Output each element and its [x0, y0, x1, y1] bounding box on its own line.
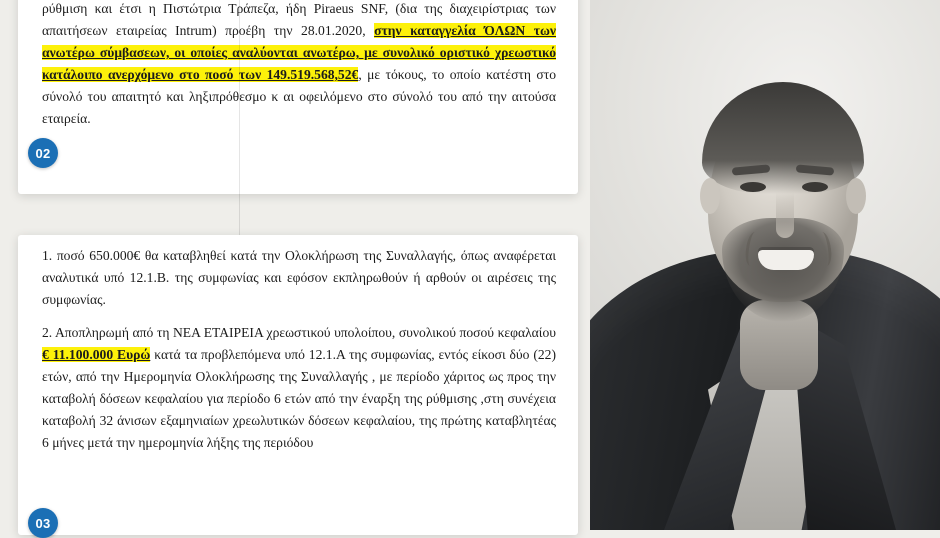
step-badge-03: 03	[28, 508, 58, 538]
paragraph	[42, 322, 556, 454]
document-excerpt-bottom	[18, 235, 578, 535]
document-excerpt-bottom-text	[18, 235, 578, 454]
highlighted-text: στην καταγγελία ΌΛΩΝ των ανωτέρω σύμβασεων, οι οποίες αναλύονται ανωτέρω, με συνολικό οριστικό χρεωστικό κατάλοιπο ανερχόμενο στο ποσό των 149.519.568,52€	[42, 23, 557, 83]
photo-mouth	[758, 250, 814, 270]
body-text: , με τόκους, το οποίο κατέστη στο σύνολό του απαιτητό και ληξιπρόθεσμο κ αι οφειλόμενο στο σύνολό του από την αιτούσα εταιρεία.	[42, 67, 556, 127]
portrait-photo	[590, 0, 940, 530]
paragraph	[42, 245, 556, 311]
photo-nose	[776, 192, 794, 238]
photo-ear-right	[846, 178, 866, 214]
step-badge-02: 02	[28, 138, 58, 168]
body-text: ρύθμιση και έτσι η Πιστώτρια Τράπεζα, ήδη Piraeus SNF, (δια της διαχειρίστριας των απαιτήσεων εταιρείας Intrum) προέβη την 28.01.2020,	[42, 1, 556, 39]
body-text: 2. Αποπληρωμή από τη ΝΕΑ ΕΤΑΙΡΕΙΑ χρεωστικού υπολοίπου, συνολικού ποσού κεφαλαίου	[42, 325, 556, 341]
page-fold-line	[239, 0, 240, 236]
body-text: 1. ποσό 650.000€ θα καταβληθεί κατά την Ολοκλήρωση της Συναλλαγής, όπως αναφέρεται αναλυτικά υπό 12.1.Β. της συμφωνίας και εφόσον εκπληρωθούν ή αρθούν οι αιρέσεις της συμφωνίας.	[42, 248, 556, 308]
photo-ear-left	[700, 178, 720, 214]
body-text: κατά τα προβλεπόμενα υπό 12.1.Α της συμφωνίας, εντός είκοσι δύο (22) ετών, από την Ημερομηνία Ολοκλήρωσης της Συναλλαγής , με περίοδο χάριτος ως προς την καταβολή δόσεων κεφαλαίου για περίοδο 6 ετών από την έναρξη της ρύθμισης ,στη συνέχεια καταβολή 32 άνισων εξαμηνιαίων χρεωλυτικών δόσεων κεφαλαίου, της πρώτης καταβλητέας 6 μήνες μετά την ημερομηνία λήξης της περιόδου	[42, 347, 556, 451]
photo-eye-right	[802, 182, 828, 192]
document-excerpt-top	[18, 0, 578, 194]
highlighted-text: € 11.100.000 Ευρώ	[42, 347, 151, 363]
paragraph	[42, 0, 556, 130]
document-excerpt-top-text	[18, 0, 578, 130]
photo-eye-left	[740, 182, 766, 192]
